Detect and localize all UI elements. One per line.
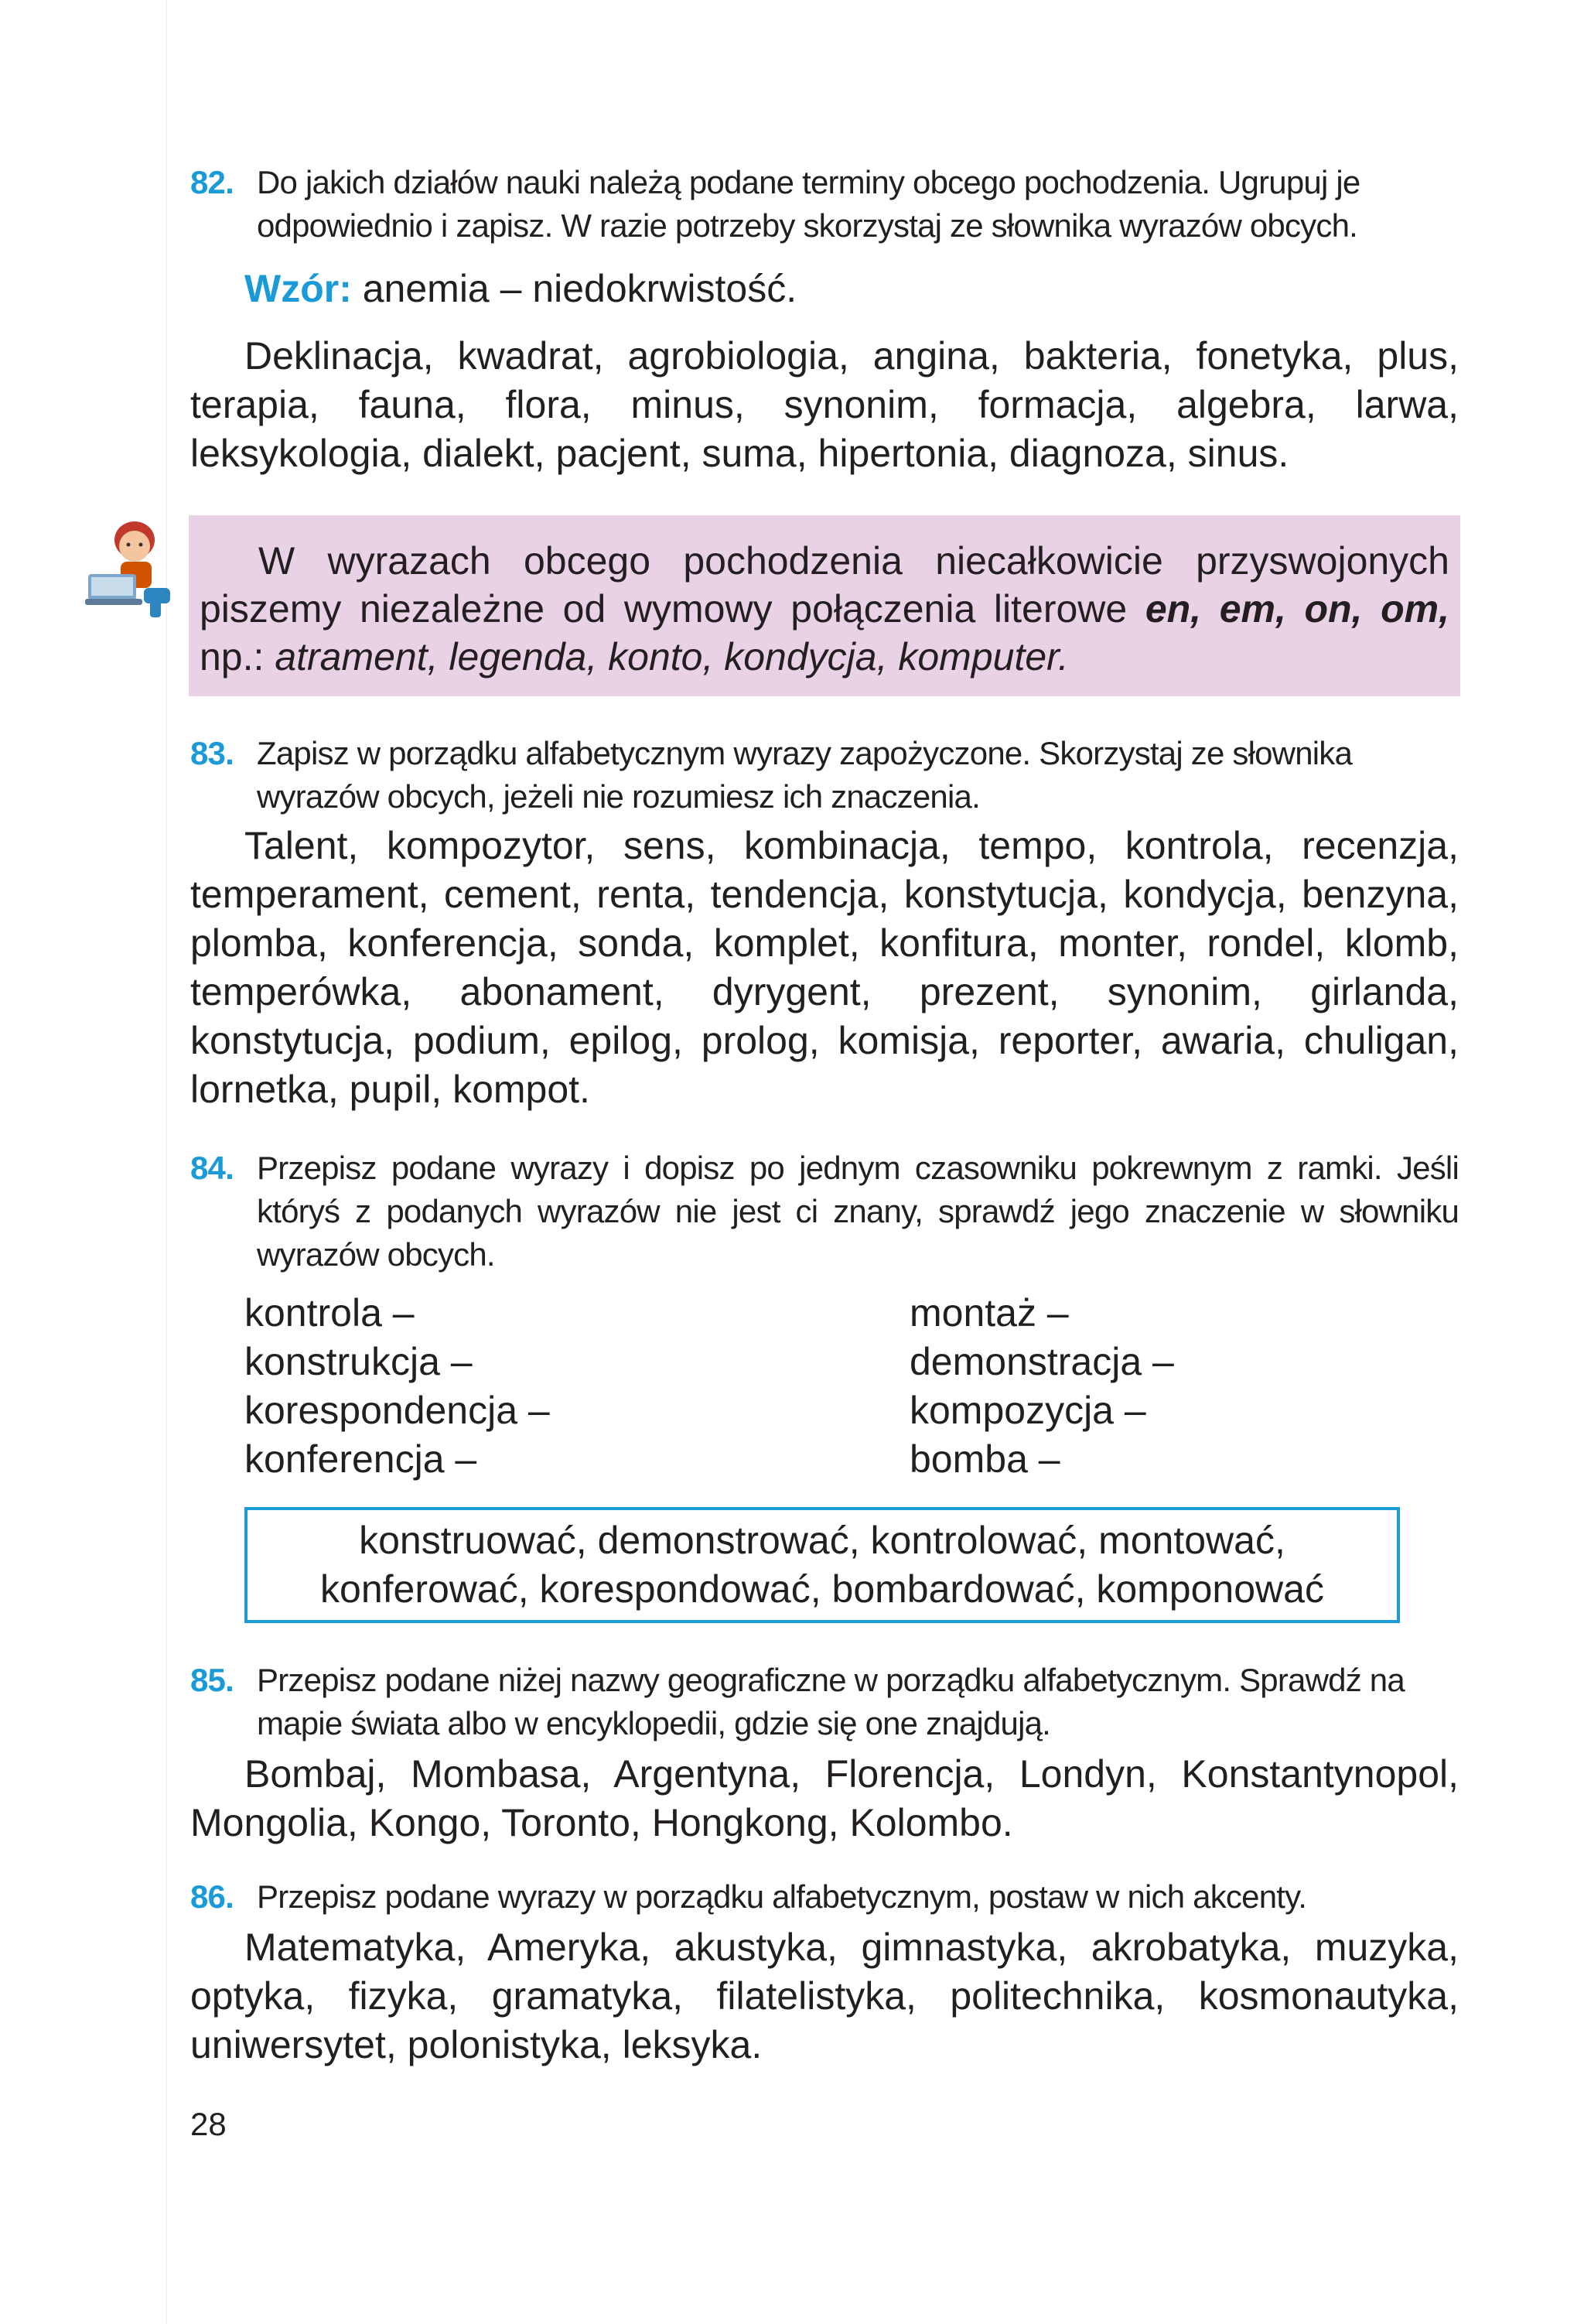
verb-line-1: konstruować, demonstrować, kontrolować, montować, xyxy=(359,1519,1285,1562)
exercise-83-words: Talent, kompozytor, sens, kombinacja, tempo, kontrola, recenzja, temperament, cement, renta, tendencja, konstytucja, kondycja, benzyna, plomba, konferencja, sonda, komplet, konfitura, monter, rondel, klomb, temperówka, abonament, dyrygent, prezent, synonim, girlanda, konstytucja, podium, epilog, prolog, komisja, reporter, awaria, chuligan, lornetka, pupil, kompot. xyxy=(190,824,1459,1111)
exercise-84-instruction: 84. Przepisz podane wyrazy i dopisz po jednym czasowniku pokrewnym z ramki. Jeśli któryś z podanych wyrazów nie jest ci znany, sprawdź jego znaczenie w słowniku wyrazów obcych. xyxy=(190,1147,1459,1276)
page-number: 28 xyxy=(190,2106,227,2142)
verb-frame xyxy=(244,1507,1400,1623)
exercise-86 xyxy=(190,1875,1459,2069)
exercise-85-number: 85. xyxy=(190,1662,234,1698)
exercise-82-words: Deklinacja, kwadrat, agrobiologia, angina, bakteria, fonetyka, plus, terapia, fauna, flora, minus, synonim, formacja, algebra, larwa, leksykologia, dialekt, pacjent, suma, hipertonia, diagnoza, sinus. xyxy=(190,334,1459,475)
rule-text: W wyrazach obcego pochodzenia niecałkowicie przyswojonych piszemy niezależne od wymowy połączenia literowe xyxy=(200,539,1449,631)
right-word: bomba – xyxy=(910,1437,1060,1481)
spelling-rule-box xyxy=(189,515,1460,696)
exercise-82-instruction: 82. Do jakich działów nauki należą podane terminy obcego pochodzenia. Ugrupuj je odpowiednio i zapisz. W razie potrzeby skorzystaj ze słownika wyrazów obcych. xyxy=(190,161,1459,248)
exercise-82-number: 82. xyxy=(190,164,234,200)
left-word: korespondencja – xyxy=(244,1389,550,1432)
exercise-85 xyxy=(190,1659,1459,1847)
right-word: kompozycja – xyxy=(910,1389,1146,1432)
left-word: konstrukcja – xyxy=(244,1340,473,1383)
boy-with-laptop-icon xyxy=(80,514,179,622)
page-edge-shadow xyxy=(166,0,167,2324)
model-text: anemia – niedokrwistość. xyxy=(362,267,797,310)
right-column xyxy=(910,1289,1174,1484)
exercise-86-words: Matematyka, Ameryka, akustyka, gimnastyka, akrobatyka, muzyka, optyka, fizyka, gramatyka, filatelistyka, politechnika, kosmonautyka, uniwersytet, polonistyka, leksyka. xyxy=(190,1926,1459,2066)
left-word: kontrola – xyxy=(244,1291,415,1335)
exercise-85-words: Bombaj, Mombasa, Argentyna, Florencja, Londyn, Konstantynopol, Mongolia, Kongo, Toronto, Hongkong, Kolombo. xyxy=(190,1752,1459,1844)
model-label: Wzór: xyxy=(244,267,352,310)
left-column xyxy=(244,1289,550,1484)
exercise-84-number: 84. xyxy=(190,1150,234,1186)
exercise-83 xyxy=(190,732,1459,1114)
rule-letters: en, em, on, om, xyxy=(1145,587,1449,631)
exercise-86-number: 86. xyxy=(190,1878,234,1915)
exercise-83-number: 83. xyxy=(190,735,234,771)
exercise-86-instruction: 86. Przepisz podane wyrazy w porządku alfabetycznym, postaw w nich akcenty. xyxy=(190,1875,1459,1919)
exercise-85-instruction: 85. Przepisz podane niżej nazwy geograficzne w porządku alfabetycznym. Sprawdź na mapie świata albo w encyklopedii, gdzie się one znajdują. xyxy=(190,1659,1459,1745)
exercise-82 xyxy=(190,161,1459,478)
right-word: demonstracja – xyxy=(910,1340,1174,1383)
right-word: montaż – xyxy=(910,1291,1069,1335)
exercise-84 xyxy=(190,1147,1459,1276)
rule-np: np.: xyxy=(200,635,265,678)
exercise-82-model xyxy=(190,265,1459,313)
verb-line-2: konferować, korespondować, bombardować, komponować xyxy=(320,1567,1324,1611)
rule-examples: atrament, legenda, konto, kondycja, komputer. xyxy=(275,635,1069,678)
left-word: konferencja – xyxy=(244,1437,477,1481)
exercise-83-instruction: 83. Zapisz w porządku alfabetycznym wyrazy zapożyczone. Skorzystaj ze słownika wyrazów obcych, jeżeli nie rozumiesz ich znaczenia. xyxy=(190,732,1459,819)
